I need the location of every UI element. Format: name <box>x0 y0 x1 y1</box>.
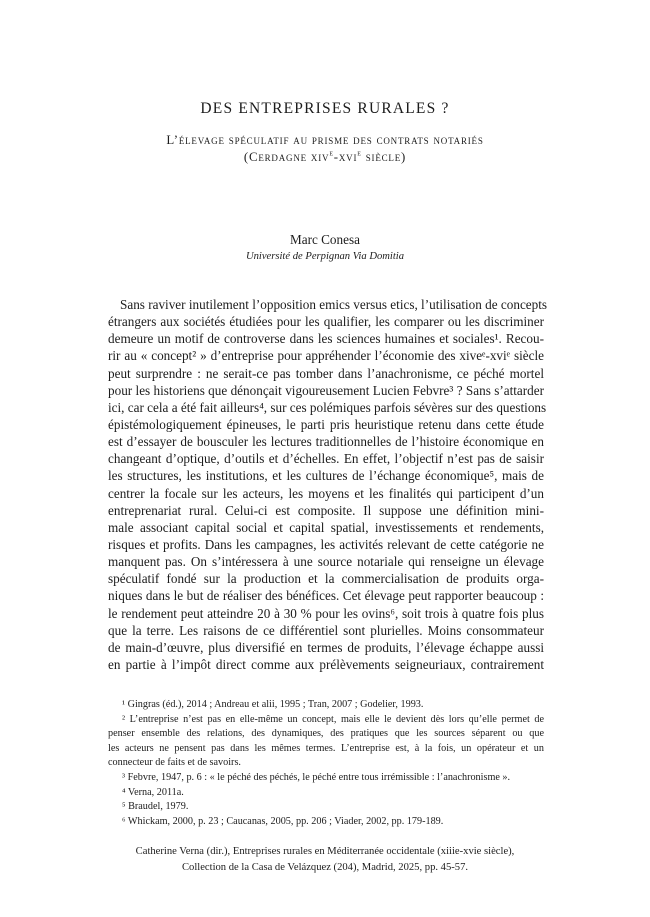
body-line: centrer la focale sur les acteurs, les moyens et les finalités qui participent d’un <box>108 485 544 501</box>
footnote-line: les acteurs ne pensent pas dans les mêmes termes. L’entreprise est, à la fois, un opérateur et un <box>108 742 544 754</box>
footnote-line: connecteur de faits et de savoirs. <box>108 757 241 769</box>
footnote-3 <box>108 771 544 786</box>
footnote-line: penser ensemble des relations, des dynamiques, des pratiques que les sources séparent ou que <box>108 728 544 740</box>
citation-line-1: Catherine Verna (dir.), Entreprises rurales en Méditerranée occidentale (xiiie-xvie siècle), <box>135 846 515 857</box>
body-line: pour les historiens que dénonçait vigoureusement Lucien Febvre³ ? Sans s’attarder <box>108 382 544 398</box>
author-affiliation: Université de Perpignan Via Domitia <box>245 251 405 262</box>
body-line: changeant d’optique, d’outils et d’échelles. En effet, l’objectif n’est pas de saisir <box>108 451 544 467</box>
author-name: Marc Conesa <box>290 232 360 247</box>
footnote-4 <box>108 786 544 801</box>
body-line: peut surprendre : ne serait-ce pas tomber dans l’anachronisme, ce péché mortel <box>108 365 544 381</box>
footnote-line: ¹ Gingras (éd.), 2014 ; Andreau et alii, 1995 ; Tran, 2007 ; Godelier, 1993. <box>122 699 424 710</box>
body-line: spéculatif fondé sur la production et la commercialisation de produits orga- <box>108 571 544 587</box>
body-line: ici, car cela a été fait ailleurs⁴, sur ces polémiques parfois sévères sur des questions <box>108 399 547 415</box>
subtitle-line-2: (Cerdagne xiv$^e$-xvi$^e$ siècle) <box>243 148 407 164</box>
body-line: niques dans le but de réaliser des bénéfices. Cet élevage peut rapporter beaucoup : <box>108 588 544 604</box>
chapter-title: DES ENTREPRISES RURALES ? <box>200 100 450 117</box>
body-line: les structures, les institutions, et les cultures de l’échange économique⁵, mais de <box>108 468 544 484</box>
footnote-6 <box>108 815 544 830</box>
book-citation <box>0 844 650 876</box>
footnote-line: ⁶ Whickam, 2000, p. 23 ; Caucanas, 2005, pp. 206 ; Viader, 2002, pp. 179-189. <box>122 815 444 827</box>
body-line: est d’essayer de bousculer les lectures traditionnelles de l’histoire économique en <box>108 434 544 450</box>
body-line: male associant capital social et capital spatial, investissements et rendements, <box>108 519 544 535</box>
body-line: en partie à l’impôt direct comme aux prélèvements seigneuriaux, contrairement <box>108 656 544 672</box>
footnote-line: ² L’entreprise n’est pas en elle-même un concept, mais elle le devient dès lors qu’elle permet de <box>122 713 544 725</box>
footnote-2 <box>108 713 544 771</box>
body-line: manquent pas. On s’intéressera à une source notariale qui renseigne un élevage <box>108 554 544 570</box>
body-line: que la terre. Les raisons de ce différentiel sont plurielles. Moins consommateur <box>108 622 544 638</box>
footnote-line: ³ Febvre, 1947, p. 6 : « le péché des péchés, le péché entre tous irrémissible : l’anachronisme ». <box>122 771 511 783</box>
citation-line-2: Collection de la Casa de Velázquez (204), Madrid, 2025, pp. 45-57. <box>181 862 469 873</box>
body-text <box>108 296 548 673</box>
body-line: Sans raviver inutilement l’opposition emics versus etics, l’utilisation de concepts <box>120 297 548 312</box>
body-line: épistémologiquement épineuses, le parti pris heuristique retenu dans cette étude <box>108 416 544 432</box>
body-line: de main-d’œuvre, plus diversifié en termes de produits, l’élevage échappe aussi <box>108 639 544 655</box>
body-line: entreprenariat rural. Celui-ci est composite. Il suppose une définition mini- <box>108 502 544 518</box>
footnote-line: ⁵ Braudel, 1979. <box>122 801 189 813</box>
chapter-subtitle <box>0 132 650 166</box>
footnotes <box>108 698 544 829</box>
body-line: étrangers aux sociétés étudiées pour les qualifier, les comparer ou les discriminer <box>108 314 544 330</box>
footnote-line: ⁴ Verna, 2011a. <box>122 786 184 798</box>
body-line: le rendement peut atteindre 20 à 30 % pour les ovins⁶, soit trois à quatre fois plus <box>108 605 544 621</box>
footnote-5 <box>108 800 544 815</box>
body-line: demeure un motif de controverse dans les sciences humaines et sociales¹. Recou- <box>108 331 544 347</box>
body-line: rir au « concept² » d’entreprise pour appréhender l’économie des xiveᵉ-xviᵉ siècle <box>108 348 544 364</box>
subtitle-line-1: L’élevage spéculatif au prisme des contrats notariés <box>166 133 484 147</box>
body-line: risques et profits. Dans les campagnes, les activités relevant de cette catégorie ne <box>108 536 544 552</box>
footnote-1 <box>108 698 544 713</box>
